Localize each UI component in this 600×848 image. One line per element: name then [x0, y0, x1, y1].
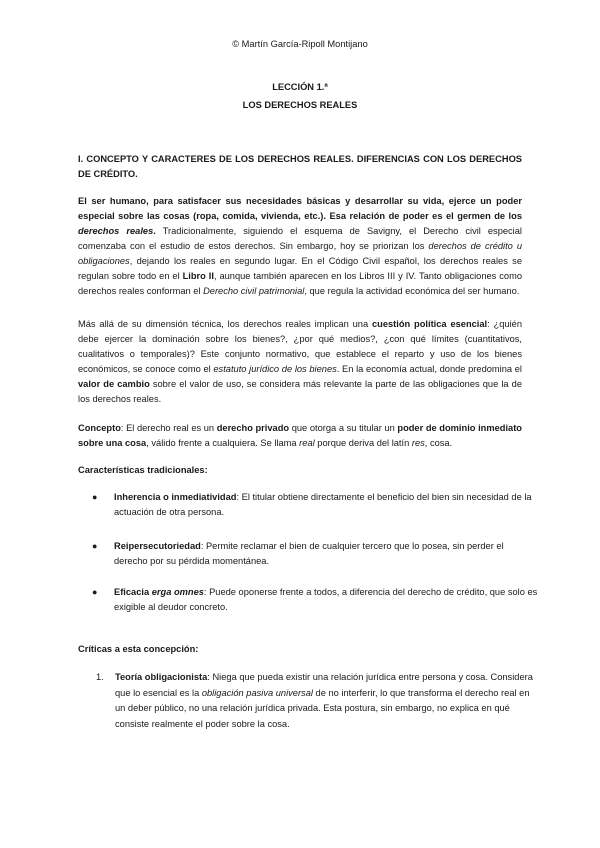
paragraph-concept — [78, 421, 522, 451]
list-item-term: Inherencia o inmediatividad — [114, 492, 237, 502]
bullet-icon: ● — [92, 541, 98, 551]
text-run: obligación pasiva universal — [201, 687, 313, 698]
text-run: estatuto jurídico de los bienes — [213, 364, 337, 374]
text-run: : Niega que pueda existir una relación jurídica entre persona y cosa. Considera que lo esencial es la — [115, 672, 533, 698]
text-run: Libro II — [182, 271, 214, 281]
text-run: valor de cambio — [78, 379, 150, 389]
text-run: Más allá de su dimensión técnica, los derechos reales implican una — [78, 319, 372, 329]
list-item-term: Eficacia — [114, 587, 152, 597]
text-run: cuestión política esencial — [371, 319, 488, 329]
text-run: derecho privado — [216, 423, 290, 433]
numbered-item-term: Teoría obligacionista — [115, 672, 208, 682]
paragraph-political-question — [78, 317, 522, 407]
text-run: porque deriva del latín — [314, 438, 412, 448]
text-run: , que regula la actividad económica del ser humano. — [304, 286, 520, 296]
list-item-description: : Puede oponerse frente a todos, a diferencia del derecho de crédito, que solo es exigible al deudor concreto. — [114, 587, 538, 612]
list-item-term: Reipersecutoriedad — [114, 541, 201, 551]
text-run: : El derecho real es un — [120, 423, 217, 433]
item-number: 1. — [96, 672, 104, 682]
text-run: Tradicionalmente, siguiendo el esquema de Savigny, el Derecho civil especial comenzaba con el estudio de estos derechos. Sin embargo, hoy se priorizan los — [78, 226, 522, 251]
text-run: derechos reales — [78, 226, 154, 236]
list-item-description: : Permite reclamar el bien de cualquier tercero que lo posea, sin perder el derecho por su pérdida momentánea. — [114, 541, 504, 566]
characteristics-heading: Características tradicionales: — [78, 465, 208, 475]
text-run: : ¿quién debe ejercer la dominación sobre los bienes?, ¿por qué medios?, ¿con qué límites (cuantitativos, cualitativos o temporales)? Este conjunto normativo, que establece el reparto y uso de los bienes económicos, se conoce como el — [78, 319, 523, 374]
paragraph-introduction — [78, 194, 522, 299]
text-run: . — [153, 226, 156, 236]
text-run: El ser humano, para satisfacer sus necesidades básicas y desarrollar su vida, ejerce un poder especial sobre las cosas (ropa, comida, vivienda, etc.). Esa relación de poder es el germen de los — [78, 196, 522, 221]
list-item-text — [114, 539, 538, 569]
text-run: res — [411, 438, 425, 448]
numbered-item-text — [115, 670, 539, 732]
list-item-description: : El titular obtiene directamente el beneficio del bien sin necesidad de la actuación de otra persona. — [114, 492, 532, 517]
list-item-term-italic: erga omnes — [151, 587, 204, 597]
text-run: de no interferir, lo que transforma el derecho real en un deber público, no una relación jurídica privada. Esta postura, sin embargo, no explica en qué consiste realmente el poder sobre la cosa. — [115, 687, 530, 729]
text-run: sobre el valor de uso, se considera más relevante la parte de las obligaciones que la de los derechos reales. — [78, 379, 522, 404]
lesson-label: LECCIÓN 1.ª — [272, 82, 328, 92]
section-heading: I. CONCEPTO Y CARACTERES DE LOS DERECHOS REALES. DIFERENCIAS CON LOS DERECHOS DE CRÉDITO. — [78, 154, 522, 179]
text-run: Derecho civil patrimonial — [203, 286, 305, 296]
list-item-text — [114, 490, 538, 520]
bullet-icon: ● — [92, 587, 98, 597]
copyright-line: © Martín García-Ripoll Montijano — [232, 39, 368, 49]
text-run: real — [299, 438, 315, 448]
text-run: , cosa. — [424, 438, 453, 448]
list-item-text — [114, 585, 538, 615]
text-run: , dejando los reales en segundo lugar. En el Código Civil español, los derechos reales se regulan sobre todo en el — [78, 256, 522, 281]
criticisms-heading: Críticas a esta concepción: — [78, 644, 199, 654]
text-run: que otorga a su titular un — [289, 423, 398, 433]
lesson-title: LOS DERECHOS REALES — [242, 100, 358, 110]
text-run: derechos de crédito u obligaciones — [78, 241, 522, 266]
text-run: , aunque también aparecen en los Libros III y IV. Tanto obligaciones como derechos reales conforman el — [78, 271, 522, 296]
text-run: . En la economía actual, donde predomina el — [336, 364, 522, 374]
text-run: Concepto — [78, 423, 121, 433]
bullet-icon: ● — [92, 492, 98, 502]
text-run: , válido frente a cualquiera. Se llama — [146, 438, 300, 448]
text-run: poder de dominio inmediato sobre una cosa — [78, 423, 522, 448]
